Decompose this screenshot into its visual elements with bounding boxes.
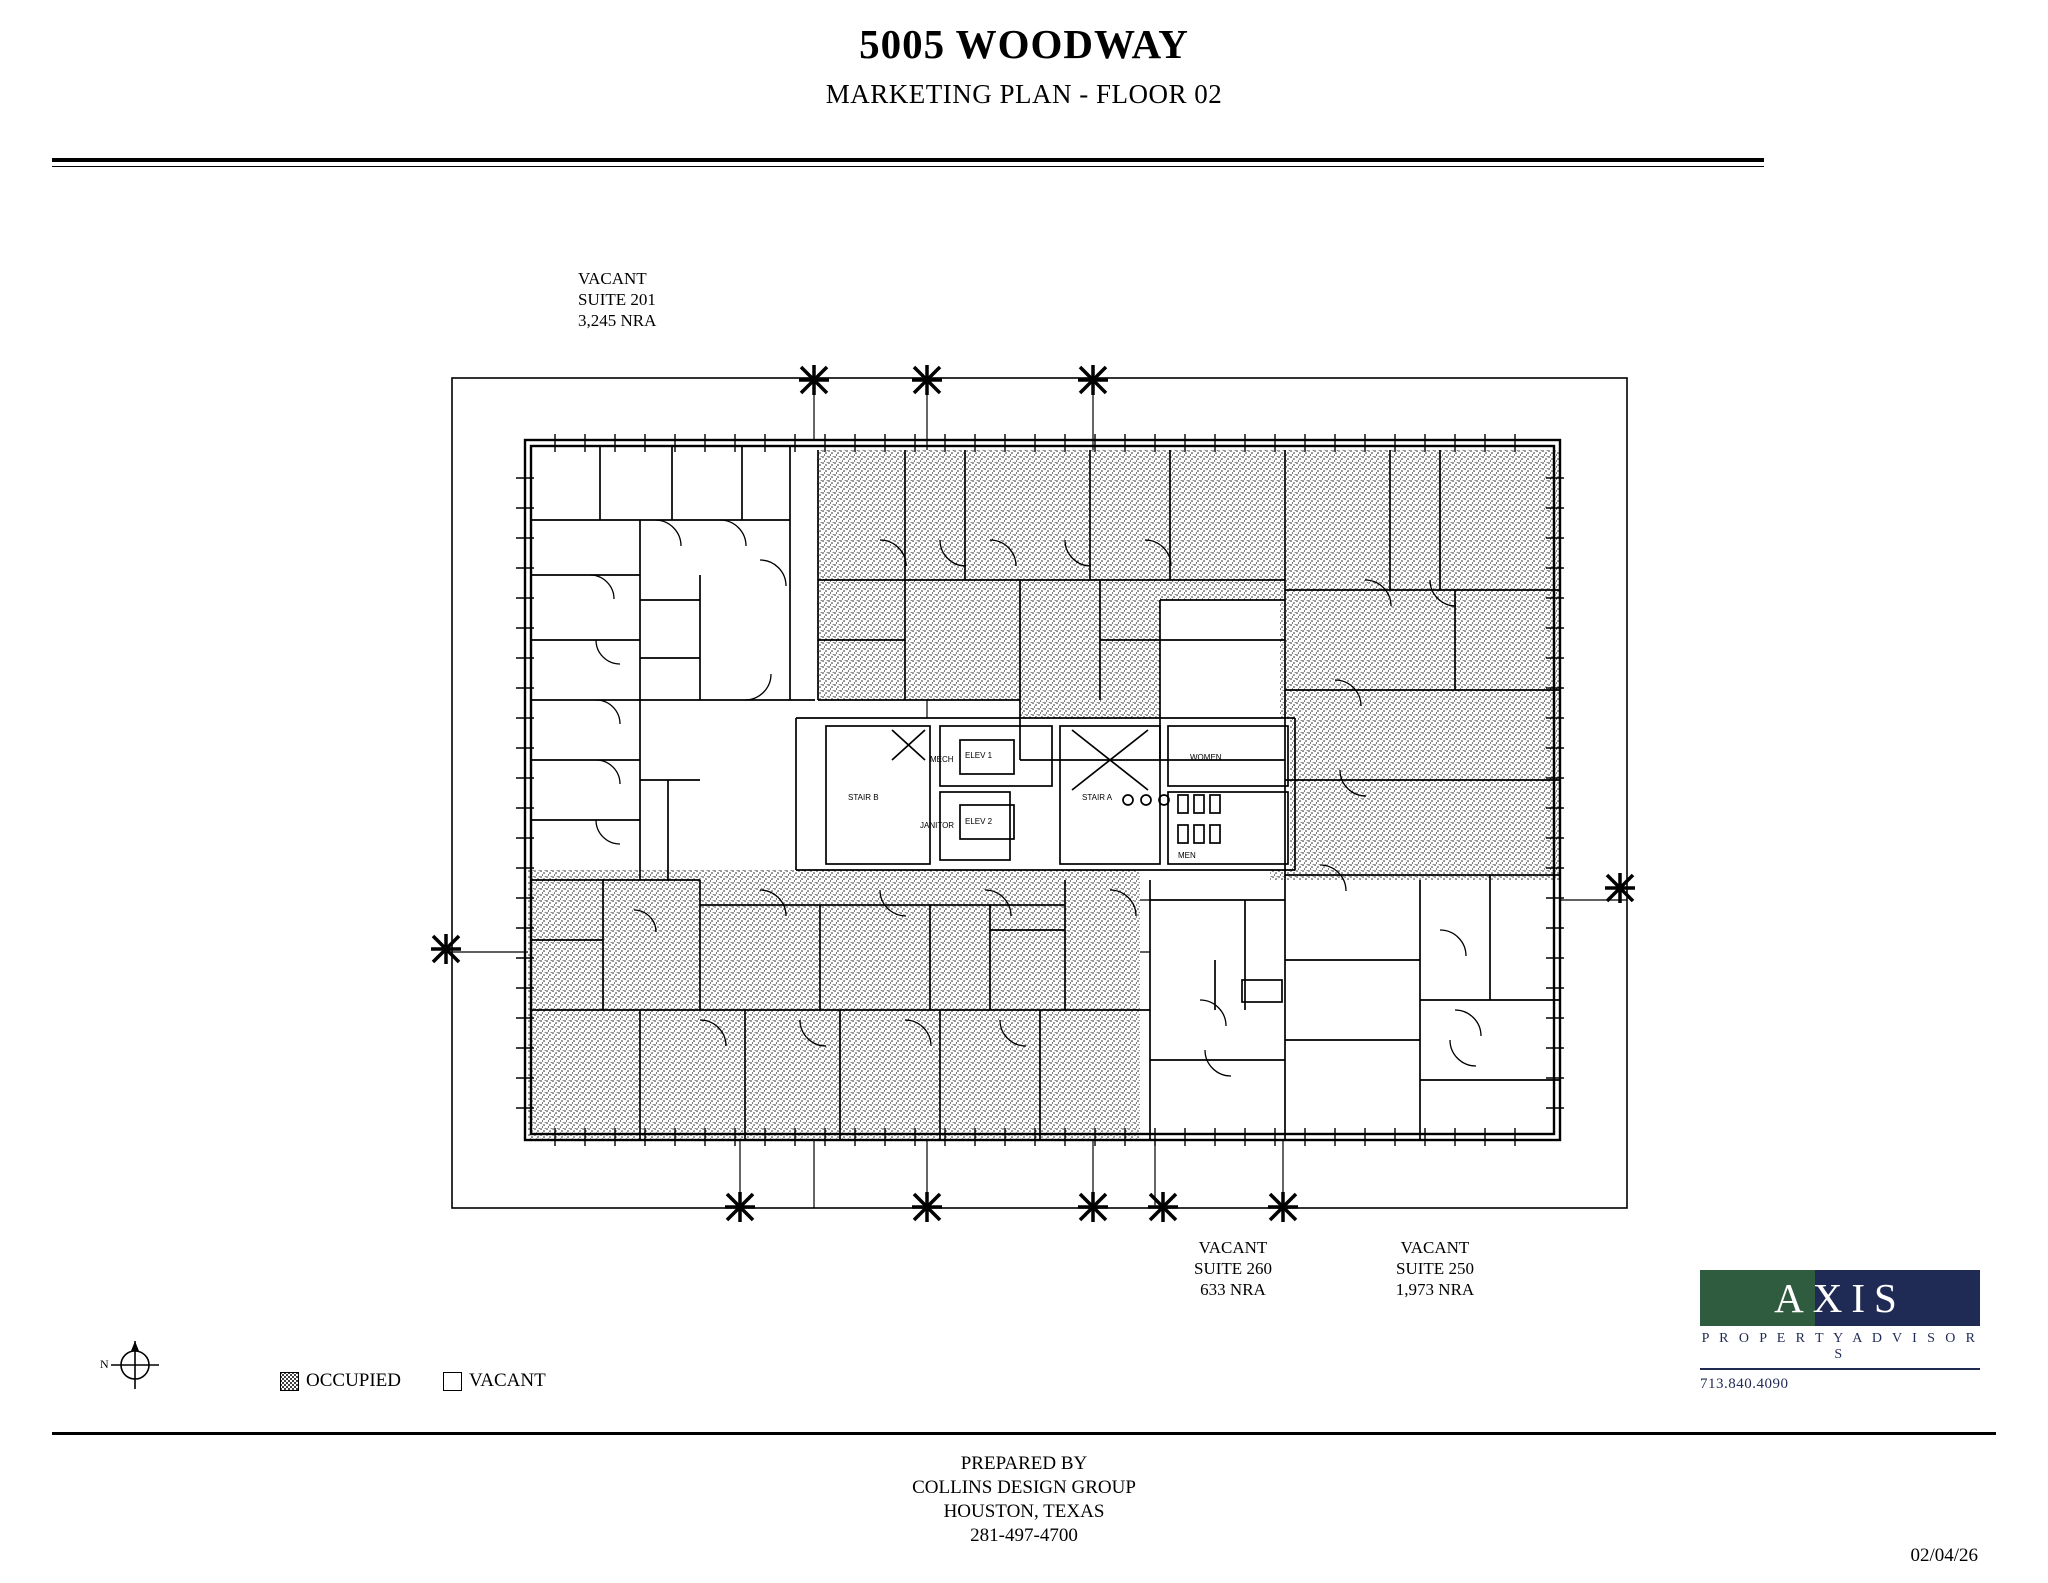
footer-block xyxy=(0,1452,2048,1548)
label-women: WOMEN xyxy=(1190,753,1222,762)
legend xyxy=(280,1370,546,1392)
page-subtitle: MARKETING PLAN - FLOOR 02 xyxy=(825,79,1223,109)
logo-tagline: P R O P E R T Y A D V I S O R S xyxy=(1701,1331,1979,1362)
footer-prepared-by: PREPARED BY xyxy=(960,1453,1088,1474)
callout-area: 633 NRA xyxy=(1200,1280,1266,1299)
callout-area: 1,973 NRA xyxy=(1395,1280,1475,1299)
north-arrow xyxy=(100,1335,170,1395)
legend-entry-vacant xyxy=(443,1370,546,1392)
callout-suite: SUITE 250 xyxy=(1396,1259,1474,1278)
callout-status: VACANT xyxy=(1400,1238,1470,1257)
label-elev-1: ELEV 1 xyxy=(965,751,993,760)
logo-rule xyxy=(1700,1368,1980,1370)
callout-status: VACANT xyxy=(1198,1238,1268,1257)
footer-company: COLLINS DESIGN GROUP xyxy=(912,1477,1136,1498)
callout-suite-260 xyxy=(1168,1237,1298,1300)
label-stair-a: STAIR A xyxy=(1082,793,1113,802)
callout-status: VACANT xyxy=(578,269,647,288)
callout-suite: SUITE 201 xyxy=(578,290,656,309)
vacant-swatch-icon xyxy=(443,1372,462,1391)
callout-suite: SUITE 260 xyxy=(1194,1259,1272,1278)
legend-label-occupied: OCCUPIED xyxy=(306,1370,402,1391)
axis-logo xyxy=(1700,1270,1980,1393)
footer-phone: 281-497-4700 xyxy=(970,1525,1078,1546)
label-janitor: JANITOR xyxy=(920,821,955,830)
label-men: MEN xyxy=(1178,851,1196,860)
north-label: N xyxy=(100,1357,109,1371)
label-mech: MECH xyxy=(930,755,954,764)
footer-divider xyxy=(52,1432,1996,1438)
date-stamp: 02/04/26 xyxy=(1910,1545,1978,1566)
north-arrow-icon xyxy=(100,1335,170,1395)
callout-suite-201 xyxy=(578,268,656,331)
page-title: 5005 WOODWAY xyxy=(859,21,1189,67)
occupied-swatch-icon xyxy=(280,1372,299,1391)
callout-area: 3,245 NRA xyxy=(578,311,657,330)
footer-city: HOUSTON, TEXAS xyxy=(943,1501,1105,1522)
logo-phone: 713.840.4090 xyxy=(1700,1376,1789,1392)
label-stair-b: STAIR B xyxy=(848,793,879,802)
legend-entry-occupied xyxy=(280,1370,401,1392)
callout-suite-250 xyxy=(1370,1237,1500,1300)
label-elev-2: ELEV 2 xyxy=(965,817,993,826)
logo-wordmark: AXIS xyxy=(1774,1275,1906,1321)
legend-label-vacant: VACANT xyxy=(469,1370,546,1391)
